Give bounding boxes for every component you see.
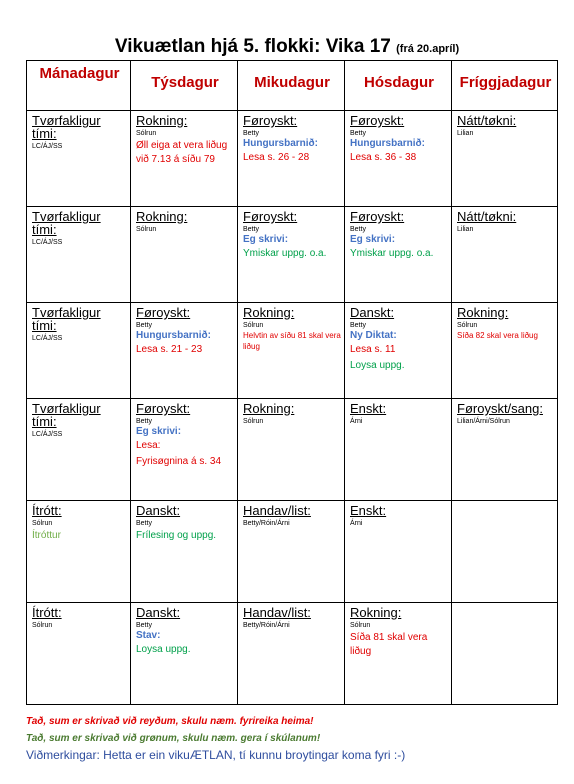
- lesson-subject: Føroyskt:: [243, 209, 298, 224]
- lesson-teacher: Lilian/Árni/Sólrun: [457, 418, 510, 425]
- lesson-cell-monday: [27, 303, 131, 399]
- lesson-task: Síða 81 skal vera liðug: [350, 632, 428, 657]
- lesson-subject: Enskt:: [350, 503, 387, 518]
- lesson-cell-tuesday: [131, 399, 238, 501]
- lesson-subject: Handav/list:: [243, 503, 311, 518]
- lesson-teacher: Sólrun: [350, 622, 371, 629]
- schedule-row: [27, 207, 558, 303]
- lesson-teacher: Árni: [350, 418, 363, 425]
- page-title: [0, 36, 574, 58]
- lesson-subject: Ítrótt:: [32, 503, 62, 518]
- lesson-task: Ítróttur: [32, 530, 61, 541]
- lesson-task: Frílesing og uppg.: [136, 530, 217, 541]
- lesson-teacher: Betty: [136, 520, 152, 527]
- lesson-task: Lesa:: [136, 440, 161, 451]
- schedule-row: [27, 501, 558, 603]
- lesson-subject: Tvørfakligur tími:: [32, 209, 101, 237]
- lesson-cell-friday: [452, 111, 558, 207]
- lesson-cell-friday: [452, 303, 558, 399]
- lesson-task: Fyrisøgnina á s. 34: [136, 455, 222, 467]
- lesson-teacher: Betty/Róin/Árni: [243, 520, 290, 527]
- weekly-schedule-table: [26, 60, 558, 705]
- lesson-cell-monday: [27, 603, 131, 705]
- lesson-subject: Rokning:: [243, 305, 295, 320]
- lesson-subject: Ítrótt:: [32, 605, 62, 620]
- lesson-teacher: Betty: [136, 418, 152, 425]
- lesson-subject: Tvørfakligur tími:: [32, 401, 101, 429]
- lesson-cell-tuesday: [131, 303, 238, 399]
- lesson-teacher: Betty: [350, 130, 366, 137]
- lesson-cell-friday: [452, 399, 558, 501]
- lesson-cell-thursday: [345, 207, 452, 303]
- lesson-teacher: Lilian: [457, 226, 474, 233]
- legend-schoolwork: Tað, sum er skrivað við grønum, skulu næm. gera í skúlanum!: [26, 733, 321, 744]
- lesson-task: Lesa s. 21 - 23: [136, 344, 203, 355]
- lesson-task: Øll eiga at vera liðug við 7.13 á síðu 79: [136, 140, 228, 165]
- lesson-teacher: Betty: [136, 622, 152, 629]
- lesson-topic: Eg skrivi:: [136, 426, 182, 437]
- lesson-task: Helvtin av síðu 81 skal vera liðug: [243, 331, 341, 351]
- lesson-teacher: Betty/Róin/Árni: [243, 622, 290, 629]
- lesson-subject: Danskt:: [136, 503, 181, 518]
- lesson-subject: Danskt:: [350, 305, 395, 320]
- lesson-subject: Rokning:: [457, 305, 509, 320]
- lesson-task: Lesa s. 11: [350, 344, 396, 355]
- lesson-topic: Stav:: [136, 630, 161, 641]
- lesson-teacher: Árni: [350, 520, 363, 527]
- lesson-teacher: Sólrun: [136, 226, 157, 233]
- schedule-row: [27, 399, 558, 501]
- lesson-teacher: Betty: [350, 322, 366, 329]
- lesson-subject: Nátt/tøkni:: [457, 209, 517, 224]
- lesson-teacher: Betty: [243, 130, 259, 137]
- lesson-task: Lesa s. 36 - 38: [350, 152, 417, 163]
- lesson-task: Loysa uppg.: [136, 644, 191, 655]
- lesson-subject: Nátt/tøkni:: [457, 113, 517, 128]
- lesson-cell-wednesday: [238, 399, 345, 501]
- lesson-cell-wednesday: [238, 603, 345, 705]
- lesson-teacher: LC/ÁJ/SS: [32, 143, 63, 150]
- lesson-teacher: Sólrun: [136, 130, 157, 137]
- lesson-cell-wednesday: [238, 501, 345, 603]
- schedule-row: [27, 111, 558, 207]
- lesson-subject: Føroyskt:: [243, 113, 298, 128]
- day-header-row: [27, 61, 558, 111]
- lesson-cell-friday: [452, 207, 558, 303]
- title-date: (frá 20.apríl): [396, 43, 460, 55]
- lesson-cell-tuesday: [131, 501, 238, 603]
- lesson-topic: Hungursbarnið:: [136, 330, 211, 341]
- lesson-cell-monday: [27, 207, 131, 303]
- lesson-subject: Enskt:: [350, 401, 387, 416]
- lesson-subject: Føroyskt:: [350, 209, 405, 224]
- lesson-subject: Tvørfakligur tími:: [32, 113, 101, 141]
- lesson-topic: Ny Diktat:: [350, 330, 397, 341]
- lesson-teacher: Betty: [350, 226, 366, 233]
- lesson-teacher: LC/ÁJ/SS: [32, 335, 63, 342]
- lesson-subject: Rokning:: [136, 209, 188, 224]
- lesson-cell-monday: [27, 399, 131, 501]
- lesson-teacher: Betty: [243, 226, 259, 233]
- lesson-cell-thursday: [345, 501, 452, 603]
- lesson-topic: Eg skrivi:: [350, 234, 396, 245]
- lesson-topic: Eg skrivi:: [243, 234, 289, 245]
- day-header-wednesday: Mikudagur: [238, 61, 345, 111]
- lesson-subject: Føroyskt:: [350, 113, 405, 128]
- lesson-task: Síða 82 skal vera liðug: [457, 331, 538, 340]
- lesson-cell-thursday: [345, 303, 452, 399]
- lesson-cell-thursday: [345, 399, 452, 501]
- lesson-subject: Rokning:: [136, 113, 188, 128]
- footer-note: Viðmerkingar: Hetta er ein vikuÆTLAN, tí kunnu broytingar koma fyri :-): [26, 748, 406, 762]
- lesson-task: Lesa s. 26 - 28: [243, 152, 310, 163]
- lesson-subject: Rokning:: [350, 605, 402, 620]
- lesson-cell-tuesday: [131, 603, 238, 705]
- lesson-cell-wednesday: [238, 111, 345, 207]
- lesson-subject: Handav/list:: [243, 605, 311, 620]
- lesson-teacher: Lilian: [457, 130, 474, 137]
- legend-homework: Tað, sum er skrivað við reyðum, skulu næm. fyrireika heima!: [26, 716, 314, 727]
- lesson-cell-monday: [27, 111, 131, 207]
- lesson-subject: Danskt:: [136, 605, 181, 620]
- lesson-task: Loysa uppg.: [350, 359, 405, 371]
- lesson-cell-tuesday: [131, 111, 238, 207]
- lesson-cell-thursday: [345, 111, 452, 207]
- day-header-thursday: Hósdagur: [345, 61, 452, 111]
- lesson-subject: Føroyskt:: [136, 401, 191, 416]
- lesson-subject: Føroyskt/sang:: [457, 401, 543, 416]
- lesson-cell-tuesday: [131, 207, 238, 303]
- day-header-tuesday: Týsdagur: [131, 61, 238, 111]
- lesson-teacher: LC/ÁJ/SS: [32, 239, 63, 246]
- lesson-teacher: Sólrun: [243, 322, 264, 329]
- lesson-task: Ymiskar uppg. o.a.: [350, 248, 434, 259]
- lesson-cell-thursday: [345, 603, 452, 705]
- lesson-cell-monday: [27, 501, 131, 603]
- lesson-task: Ymiskar uppg. o.a.: [243, 248, 327, 259]
- lesson-teacher: Sólrun: [32, 520, 53, 527]
- lesson-subject: Rokning:: [243, 401, 295, 416]
- lesson-teacher: Betty: [136, 322, 152, 329]
- day-header-friday: Fríggjadagur: [452, 61, 558, 111]
- lesson-teacher: Sólrun: [243, 418, 264, 425]
- lesson-teacher: Sólrun: [457, 322, 478, 329]
- lesson-cell-wednesday: [238, 207, 345, 303]
- lesson-topic: Hungursbarnið:: [243, 138, 318, 149]
- schedule-row: [27, 303, 558, 399]
- day-header-monday: Mánadagur: [27, 61, 131, 111]
- lesson-teacher: LC/ÁJ/SS: [32, 431, 63, 438]
- lesson-cell-wednesday: [238, 303, 345, 399]
- lesson-cell-friday: [452, 501, 558, 603]
- lesson-cell-friday: [452, 603, 558, 705]
- lesson-subject: Føroyskt:: [136, 305, 191, 320]
- title-text: Vikuætlan hjá 5. flokki: Vika 17: [114, 36, 391, 57]
- schedule-row: [27, 603, 558, 705]
- lesson-teacher: Sólrun: [32, 622, 53, 629]
- lesson-subject: Tvørfakligur tími:: [32, 305, 101, 333]
- lesson-topic: Hungursbarnið:: [350, 138, 425, 149]
